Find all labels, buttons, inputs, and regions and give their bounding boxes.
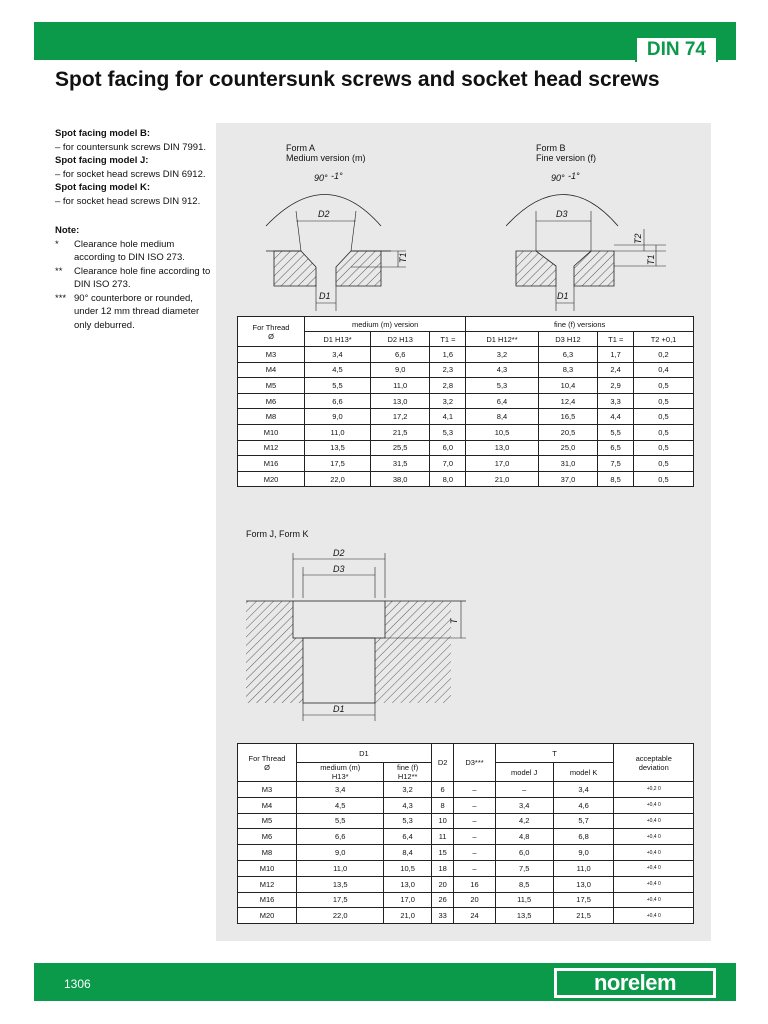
hatched-block-left bbox=[516, 251, 556, 286]
note-item bbox=[55, 238, 215, 265]
value-cell: 3,2 bbox=[384, 782, 431, 798]
note-title: Note: bbox=[55, 225, 80, 236]
form-jk-table bbox=[237, 743, 694, 924]
medium-header bbox=[297, 763, 384, 782]
d1-header: D1 bbox=[297, 744, 432, 763]
value-cell: 2,9 bbox=[598, 378, 634, 394]
value-cell: +0,4 0 bbox=[614, 908, 694, 924]
value-cell: 6,0 bbox=[430, 440, 466, 456]
thread-cell: M20 bbox=[238, 908, 297, 924]
note-mark: ** bbox=[55, 265, 63, 277]
value-cell: 2,4 bbox=[598, 362, 634, 378]
value-cell: 3,4 bbox=[305, 347, 371, 363]
hatched-block-right bbox=[574, 251, 614, 286]
form-b-angle: 90° bbox=[551, 173, 565, 183]
counterbore bbox=[293, 601, 385, 638]
thread-cell: M12 bbox=[238, 876, 297, 892]
form-b-title: Form B bbox=[536, 143, 566, 153]
value-cell: 4,5 bbox=[297, 797, 384, 813]
value-cell: 13,5 bbox=[297, 876, 384, 892]
form-jk-title: Form J, Form K bbox=[246, 529, 309, 539]
table-row bbox=[238, 797, 694, 813]
hatched-block-right bbox=[375, 601, 451, 703]
logo-text: norelem bbox=[557, 971, 713, 995]
value-cell: 5,3 bbox=[430, 424, 466, 440]
form-a-subtitle: Medium version (m) bbox=[286, 153, 366, 163]
value-cell: 20,5 bbox=[538, 424, 597, 440]
t-header: T bbox=[495, 744, 614, 763]
norelem-logo bbox=[554, 968, 716, 998]
value-cell: 6,6 bbox=[297, 829, 384, 845]
thread-cell: M6 bbox=[238, 393, 305, 409]
value-cell: 6,4 bbox=[466, 393, 539, 409]
note-mark: * bbox=[55, 238, 59, 250]
din-tag: DIN 74 bbox=[635, 36, 718, 62]
thread-cell: M8 bbox=[238, 845, 297, 861]
value-cell: 13,5 bbox=[495, 908, 553, 924]
t2-label: T2 bbox=[633, 233, 643, 244]
page-number: 1306 bbox=[64, 977, 91, 991]
thread-cell: M20 bbox=[238, 471, 305, 487]
value-cell: 21,0 bbox=[384, 908, 431, 924]
value-cell: 4,5 bbox=[305, 362, 371, 378]
value-cell: 0,5 bbox=[634, 424, 694, 440]
thread-header-sym: Ø bbox=[264, 762, 270, 772]
medium-version-header: medium (m) version bbox=[305, 317, 466, 332]
table-row bbox=[238, 813, 694, 829]
hatched-block-right bbox=[336, 251, 381, 286]
value-cell: 5,3 bbox=[384, 813, 431, 829]
value-cell: +0,4 0 bbox=[614, 876, 694, 892]
table-row bbox=[238, 860, 694, 876]
value-cell: 5,5 bbox=[305, 378, 371, 394]
value-cell: 4,3 bbox=[384, 797, 431, 813]
value-cell: 3,2 bbox=[466, 347, 539, 363]
value-cell: 3,4 bbox=[553, 782, 614, 798]
d1-label: D1 bbox=[557, 291, 569, 301]
form-b-subtitle: Fine version (f) bbox=[536, 153, 597, 163]
value-cell: 13,5 bbox=[305, 440, 371, 456]
value-cell: 20 bbox=[454, 892, 495, 908]
value-cell: 21,0 bbox=[466, 471, 539, 487]
col-thread bbox=[238, 317, 305, 347]
note-mark: *** bbox=[55, 292, 67, 304]
value-cell: 11,5 bbox=[495, 892, 553, 908]
d2-label: D2 bbox=[318, 209, 330, 219]
fine-header-line1: fine (f) bbox=[396, 763, 419, 772]
value-cell: 6,4 bbox=[384, 829, 431, 845]
thread-cell: M6 bbox=[238, 829, 297, 845]
value-cell: 4,4 bbox=[598, 409, 634, 425]
col-header: D2 H13 bbox=[370, 332, 429, 347]
t1-label: T1 bbox=[398, 252, 408, 263]
value-cell: 8,4 bbox=[466, 409, 539, 425]
value-cell: 0,4 bbox=[634, 362, 694, 378]
value-cell: 2,8 bbox=[430, 378, 466, 394]
form-ab-table bbox=[237, 316, 694, 487]
value-cell: 3,3 bbox=[598, 393, 634, 409]
form-jk-drawing bbox=[241, 523, 501, 723]
value-cell: 31,5 bbox=[370, 456, 429, 472]
fine-header-line2: H12** bbox=[397, 772, 418, 781]
thread-cell: M8 bbox=[238, 409, 305, 425]
value-cell: 4,8 bbox=[495, 829, 553, 845]
value-cell: 16,5 bbox=[538, 409, 597, 425]
value-cell: 0,5 bbox=[634, 456, 694, 472]
value-cell: 6,3 bbox=[538, 347, 597, 363]
table-row bbox=[238, 782, 694, 798]
note-text: Clearance hole fine according to DIN ISO 273. bbox=[74, 265, 211, 290]
value-cell: 22,0 bbox=[297, 908, 384, 924]
t-label: T bbox=[449, 618, 459, 624]
value-cell: 16 bbox=[454, 876, 495, 892]
value-cell: – bbox=[454, 813, 495, 829]
value-cell: 4,3 bbox=[466, 362, 539, 378]
page-title: Spot facing for countersunk screws and socket head screws bbox=[55, 68, 660, 91]
value-cell: 4,2 bbox=[495, 813, 553, 829]
value-cell: 17,2 bbox=[370, 409, 429, 425]
value-cell: – bbox=[454, 845, 495, 861]
value-cell: 7,5 bbox=[495, 860, 553, 876]
value-cell: 11,0 bbox=[553, 860, 614, 876]
value-cell: +0,4 0 bbox=[614, 845, 694, 861]
table-row bbox=[238, 908, 694, 924]
form-a-angle: 90° bbox=[314, 173, 328, 183]
value-cell: 15 bbox=[431, 845, 454, 861]
value-cell: – bbox=[454, 829, 495, 845]
value-cell: 6 bbox=[431, 782, 454, 798]
value-cell: 0,5 bbox=[634, 440, 694, 456]
table-row bbox=[238, 424, 694, 440]
footer-bar bbox=[34, 963, 736, 1001]
value-cell: 18 bbox=[431, 860, 454, 876]
value-cell: 13,0 bbox=[466, 440, 539, 456]
value-cell: 6,6 bbox=[305, 393, 371, 409]
d3-label: D3 bbox=[556, 209, 568, 219]
value-cell: 0,5 bbox=[634, 471, 694, 487]
value-cell: 17,5 bbox=[305, 456, 371, 472]
thread-cell: M16 bbox=[238, 456, 305, 472]
col-thread bbox=[238, 744, 297, 782]
form-a-angle-tol: -1° bbox=[331, 171, 343, 181]
medium-header-line2: H13* bbox=[331, 772, 349, 781]
thread-cell: M12 bbox=[238, 440, 305, 456]
value-cell: 10,5 bbox=[384, 860, 431, 876]
model-k-header: model K bbox=[553, 763, 614, 782]
hatched-block-left bbox=[274, 251, 316, 286]
value-cell: 9,0 bbox=[297, 845, 384, 861]
value-cell: 24 bbox=[454, 908, 495, 924]
value-cell: – bbox=[495, 782, 553, 798]
value-cell: 5,3 bbox=[466, 378, 539, 394]
value-cell: 10 bbox=[431, 813, 454, 829]
t1-label: T1 bbox=[646, 254, 656, 265]
value-cell: 31,0 bbox=[538, 456, 597, 472]
value-cell: 37,0 bbox=[538, 471, 597, 487]
d2-label: D2 bbox=[333, 548, 345, 558]
value-cell: 9,0 bbox=[370, 362, 429, 378]
value-cell: +0,4 0 bbox=[614, 813, 694, 829]
col-header: D1 H13* bbox=[305, 332, 371, 347]
value-cell: 21,5 bbox=[553, 908, 614, 924]
value-cell: 5,5 bbox=[598, 424, 634, 440]
form-a-drawing bbox=[256, 141, 436, 311]
thread-cell: M4 bbox=[238, 362, 305, 378]
table-row bbox=[238, 378, 694, 394]
value-cell: 17,5 bbox=[553, 892, 614, 908]
value-cell: +0,4 0 bbox=[614, 797, 694, 813]
value-cell: 7,0 bbox=[430, 456, 466, 472]
col-header: T2 +0,1 bbox=[634, 332, 694, 347]
model-k-title: Spot facing model K: bbox=[55, 182, 150, 193]
header-bar bbox=[34, 22, 736, 60]
value-cell: 0,5 bbox=[634, 393, 694, 409]
value-cell: 0,2 bbox=[634, 347, 694, 363]
model-b-title: Spot facing model B: bbox=[55, 128, 150, 139]
d3-header: D3*** bbox=[454, 744, 495, 782]
value-cell: 38,0 bbox=[370, 471, 429, 487]
model-b-text: – for countersunk screws DIN 7991. bbox=[55, 141, 207, 153]
value-cell: 9,0 bbox=[305, 409, 371, 425]
value-cell: 8,5 bbox=[495, 876, 553, 892]
value-cell: – bbox=[454, 860, 495, 876]
value-cell: 2,3 bbox=[430, 362, 466, 378]
value-cell: 17,0 bbox=[384, 892, 431, 908]
thread-header-sym: Ø bbox=[268, 331, 274, 341]
value-cell: +0,4 0 bbox=[614, 892, 694, 908]
value-cell: 8,0 bbox=[430, 471, 466, 487]
form-a-title: Form A bbox=[286, 143, 316, 153]
value-cell: 4,6 bbox=[553, 797, 614, 813]
value-cell: +0,2 0 bbox=[614, 782, 694, 798]
thread-cell: M10 bbox=[238, 860, 297, 876]
thread-header: For Thread bbox=[248, 753, 286, 763]
description-column bbox=[55, 127, 215, 332]
value-cell: 10,4 bbox=[538, 378, 597, 394]
thread-cell: M16 bbox=[238, 892, 297, 908]
value-cell: 8,3 bbox=[538, 362, 597, 378]
thread-cell: M5 bbox=[238, 378, 305, 394]
value-cell: 26 bbox=[431, 892, 454, 908]
thread-header: For Thread bbox=[252, 322, 290, 332]
value-cell: 11,0 bbox=[305, 424, 371, 440]
d3-label: D3 bbox=[333, 564, 345, 574]
table-row bbox=[238, 876, 694, 892]
value-cell: 11,0 bbox=[297, 860, 384, 876]
value-cell: 8,4 bbox=[384, 845, 431, 861]
value-cell: 33 bbox=[431, 908, 454, 924]
value-cell: 6,5 bbox=[598, 440, 634, 456]
value-cell: 0,5 bbox=[634, 378, 694, 394]
value-cell: 11 bbox=[431, 829, 454, 845]
value-cell: 12,4 bbox=[538, 393, 597, 409]
value-cell: 6,0 bbox=[495, 845, 553, 861]
value-cell: 8 bbox=[431, 797, 454, 813]
model-j-text: – for socket head screws DIN 6912. bbox=[55, 168, 206, 180]
table-row bbox=[238, 362, 694, 378]
through-hole bbox=[303, 638, 375, 703]
table-row bbox=[238, 456, 694, 472]
form-b-angle-tol: -1° bbox=[568, 171, 580, 181]
value-cell: 5,7 bbox=[553, 813, 614, 829]
medium-header-line1: medium (m) bbox=[320, 763, 361, 772]
fine-header bbox=[384, 763, 431, 782]
value-cell: 1,6 bbox=[430, 347, 466, 363]
value-cell: 13,0 bbox=[553, 876, 614, 892]
d1-label: D1 bbox=[333, 704, 345, 714]
value-cell: 17,5 bbox=[297, 892, 384, 908]
table-row bbox=[238, 892, 694, 908]
table-row bbox=[238, 409, 694, 425]
note-item bbox=[55, 265, 215, 292]
value-cell: 3,2 bbox=[430, 393, 466, 409]
value-cell: 3,4 bbox=[495, 797, 553, 813]
col-header: D1 H12** bbox=[466, 332, 539, 347]
note-text: Clearance hole medium according to DIN ISO 273. bbox=[74, 238, 185, 263]
value-cell: 10,5 bbox=[466, 424, 539, 440]
value-cell: – bbox=[454, 782, 495, 798]
value-cell: 6,8 bbox=[553, 829, 614, 845]
value-cell: 5,5 bbox=[297, 813, 384, 829]
value-cell: 9,0 bbox=[553, 845, 614, 861]
value-cell: 8,5 bbox=[598, 471, 634, 487]
value-cell: 13,0 bbox=[370, 393, 429, 409]
deviation-header-line2: deviation bbox=[638, 762, 669, 772]
value-cell: 6,6 bbox=[370, 347, 429, 363]
col-header: D3 H12 bbox=[538, 332, 597, 347]
value-cell: 11,0 bbox=[370, 378, 429, 394]
col-header: T1 ≈ bbox=[598, 332, 634, 347]
thread-cell: M5 bbox=[238, 813, 297, 829]
value-cell: 21,5 bbox=[370, 424, 429, 440]
value-cell: +0,4 0 bbox=[614, 829, 694, 845]
value-cell: 0,5 bbox=[634, 409, 694, 425]
table-row bbox=[238, 347, 694, 363]
note-item bbox=[55, 292, 215, 333]
value-cell: – bbox=[454, 797, 495, 813]
deviation-header-line1: acceptable bbox=[635, 753, 672, 763]
deviation-header bbox=[614, 744, 694, 782]
value-cell: 25,0 bbox=[538, 440, 597, 456]
value-cell: 7,5 bbox=[598, 456, 634, 472]
value-cell: 17,0 bbox=[466, 456, 539, 472]
d1-label: D1 bbox=[319, 291, 331, 301]
table-row bbox=[238, 829, 694, 845]
thread-cell: M10 bbox=[238, 424, 305, 440]
col-header: T1 ≈ bbox=[430, 332, 466, 347]
table-row bbox=[238, 845, 694, 861]
model-j-title: Spot facing model J: bbox=[55, 155, 149, 166]
note-text: 90° counterbore or rounded, under 12 mm thread diameter only deburred. bbox=[74, 292, 200, 331]
thread-cell: M3 bbox=[238, 782, 297, 798]
table-row bbox=[238, 393, 694, 409]
value-cell: 22,0 bbox=[305, 471, 371, 487]
value-cell: 3,4 bbox=[297, 782, 384, 798]
thread-cell: M4 bbox=[238, 797, 297, 813]
value-cell: 1,7 bbox=[598, 347, 634, 363]
fine-version-header: fine (f) versions bbox=[466, 317, 694, 332]
model-k-text: – for socket head screws DIN 912. bbox=[55, 195, 201, 207]
form-b-drawing bbox=[506, 141, 696, 311]
thread-cell: M3 bbox=[238, 347, 305, 363]
value-cell: 13,0 bbox=[384, 876, 431, 892]
d2-header: D2 bbox=[431, 744, 454, 782]
model-j-header: model J bbox=[495, 763, 553, 782]
value-cell: 20 bbox=[431, 876, 454, 892]
value-cell: 25,5 bbox=[370, 440, 429, 456]
hatched-block-left bbox=[246, 601, 303, 703]
value-cell: +0,4 0 bbox=[614, 860, 694, 876]
value-cell: 4,1 bbox=[430, 409, 466, 425]
table-row bbox=[238, 440, 694, 456]
table-row bbox=[238, 471, 694, 487]
